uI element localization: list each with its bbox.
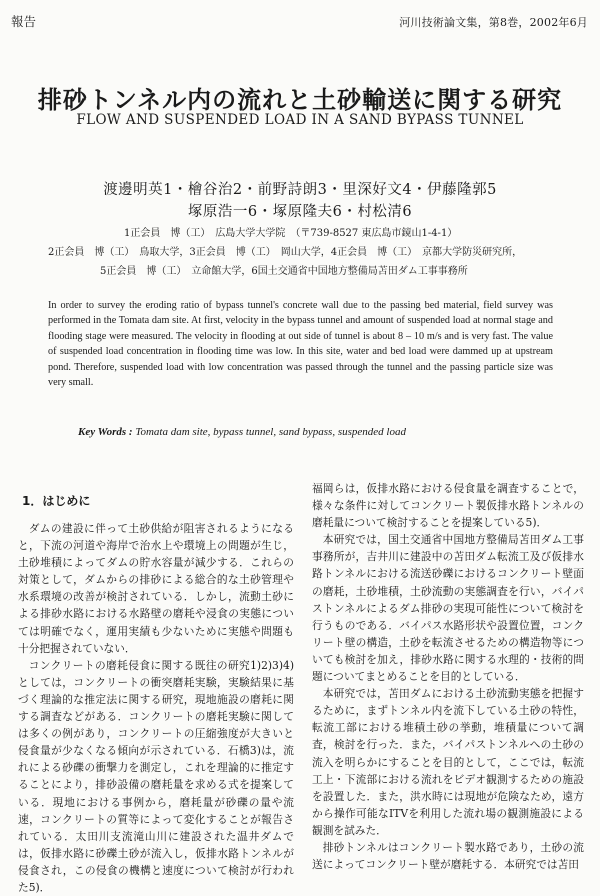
paper-title-english: FLOW AND SUSPENDED LOAD IN A SAND BYPASS TUNNEL [76, 112, 524, 128]
abstract: In order to survey the eroding ratio of bypass tunnel's concrete wall due to the passing bed material, field survey was performed in the Tomata dam site. At first, velocity in the bypass tunnel and amount of suspended load at normal stage and flooding stage were measured. The velocity in flooding at out side of tunnel is about 8 – 10 m/s and is very fast. The value of suspended load concentration in flooding time was low. In this site, water and bed load were dammed up at upstream pond. Therefore, suspended load with low concentration was passed through the tunnel and the passing particle size was very small. [48, 300, 553, 389]
keywords-label: Key Words : [78, 426, 133, 438]
body-paragraph: 排砂トンネルはコンクリート製水路であり，土砂の流送によってコンクリート壁が磨耗する．本研究では苫田 [312, 840, 584, 872]
affiliation-line: 5正会員 博（工） 立命館大学，6国土交通省中国地方整備局苫田ダム工事事務所 [100, 266, 468, 277]
journal-citation: 河川技術論文集，第8巻，2002年6月 [399, 16, 588, 29]
keywords [78, 426, 406, 438]
section-heading: 1．はじめに [22, 494, 91, 508]
body-paragraph: 福岡らは，仮排水路における侵食量を調査することで，様々な条件に対してコンクリート製仮排水路トンネルの磨耗量について検討することを提案している5)． [312, 482, 584, 530]
body-paragraph: コンクリートの磨耗侵食に関する既往の研究1)2)3)4)としては，コンクリートの衝突磨耗実験，実験結果に基づく理論的な推定法に関する研究，現地施設の磨耗に関する調査などがある．コンクリートの磨耗実験に関しては多くの例があり，コンクリートの圧縮強度が大きいと侵食量が少なくなる傾向が示されている．石橋3)は，流れによる砂礫の衝撃力を測定し，これを理論的に推定することにより，排砂設備の磨耗量を求める式を提案している．現地における事例から，磨耗量が砂礫の量や流速，コンクリートの質等によって変化することが報告されている．太田川支流滝山川に建設された温井ダムでは，仮排水路に砂礫土砂が流入し，仮排水路トンネルが侵食され，この侵食の機構と速度について検討が行われた5)． [18, 658, 294, 894]
body-paragraph: 本研究では，苫田ダムにおける土砂流動実態を把握するために，まずトンネル内を流下している土砂の特性，転流工部における堆積土砂の挙動，堆積量について調査，検討を行った．また，バイパストンネルへの土砂の流入を明らかにすることを目的として，ここでは，転流工上・下流部における流れをビデオ観測するための施設を設置した．また，洪水時には現地が危険なため，遠方から操作可能なITVを利用した流れ場の観測施設による観測を試みた． [312, 687, 584, 837]
affiliation-line: 1正会員 博（工） 広島大学大学院 （〒739-8527 東広島市鏡山1-4-1） [124, 228, 458, 239]
author-list-line-1: 渡邊明英1・檜谷治2・前野詩朗3・里深好文4・伊藤隆郭5 [103, 182, 497, 198]
body-left-column [18, 520, 294, 896]
author-list-line-2: 塚原浩一6・塚原隆夫6・村松清6 [187, 204, 413, 220]
body-right-column [312, 480, 584, 873]
paper-title-japanese: 排砂トンネル内の流れと土砂輸送に関する研究 [37, 85, 563, 114]
report-category-label: 報告 [11, 14, 37, 29]
affiliations [40, 224, 570, 281]
keywords-text: Tomata dam site, bypass tunnel, sand bypass, suspended load [132, 426, 406, 438]
affiliation-line: 2正会員 博（工） 鳥取大学，3正会員 博（工） 岡山大学，4正会員 博（工） 京都大学防災研究所， [48, 247, 523, 258]
body-paragraph: ダムの建設に伴って土砂供給が阻害されるようになると，下流の河道や海岸で治水上や環境上の問題が生じ，土砂堆積によってダムの貯水容量が減少する．これらの対策として，ダムからの排砂による総合的な土砂管理や水系環境の改善が検討されている．しかし，流動土砂による排砂水路における水路壁の磨耗や浸食の実態については明確でなく，運用実績も少ないために実態や問題も十分把握されていない． [18, 522, 294, 655]
body-paragraph: 本研究では，国土交通省中国地方整備局苫田ダム工事事務所が，吉井川に建設中の苫田ダム転流工及び仮排水路トンネルにおける流送砂礫におけるコンクリート壁面の磨耗，土砂堆積，土砂流動の実態調査を行い，バイパストンネルによるダム排砂の実現可能性について検討を行うものである．バイパス水路形状や設置位置，コンクリート壁の構造，土砂を転流させるための構造物等についても検討を加え，排砂水路に関する水理的・技術的問題についてまとめることを目的としている． [312, 533, 584, 684]
